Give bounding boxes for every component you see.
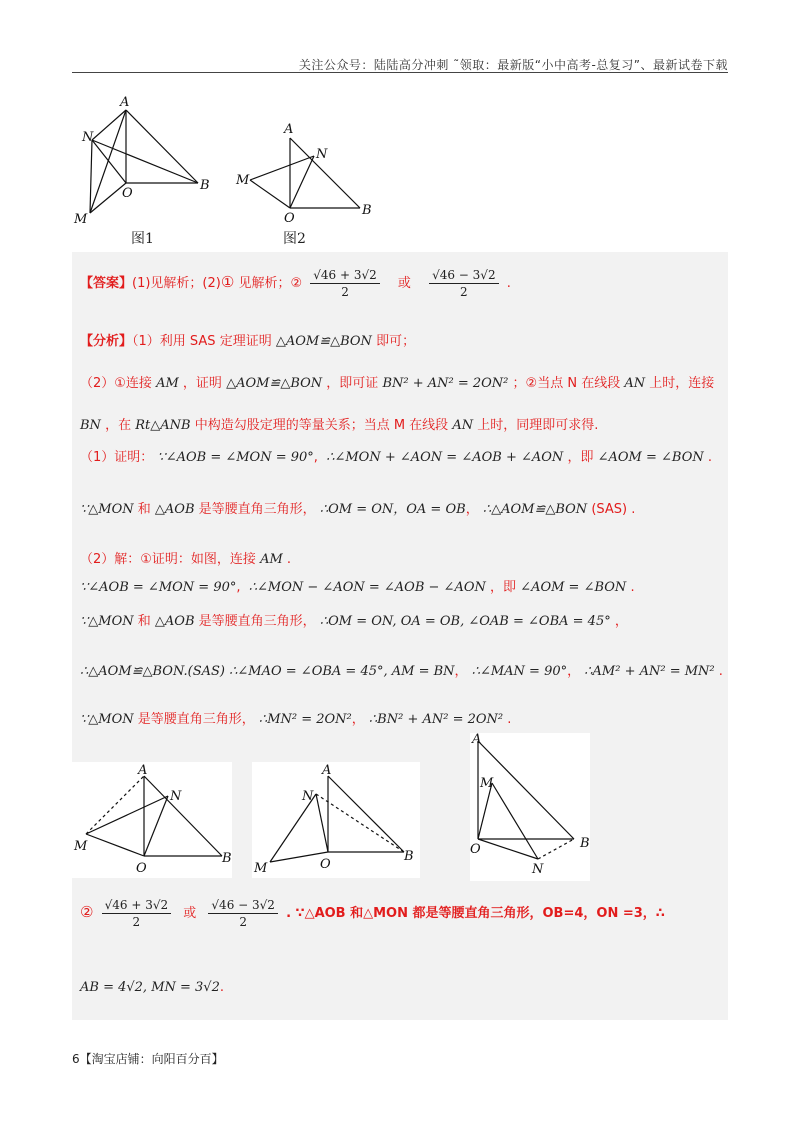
- figure-2-caption: 图2: [283, 231, 306, 247]
- math-expr: △AOM≌△BON: [226, 376, 323, 391]
- proof-text: 是等腰直角三角形，: [198, 502, 316, 517]
- page-footer: 6【淘宝店铺：向阳百分百】: [72, 1052, 224, 1066]
- header-divider: [72, 72, 728, 73]
- math-expr: AM: [260, 552, 283, 567]
- math-expr: △AOM≌△BON: [275, 334, 372, 349]
- circle-two: ②: [80, 903, 94, 921]
- proof2-line-3: [80, 610, 628, 629]
- proof2-line-4: ∴△AOM≌△BON.(SAS) ∴∠MAO = ∠OBA = 45°, AM = BN， ∴∠MAN = 90°， ∴AM² + AN² = MN² .: [80, 664, 723, 679]
- point-label-A: A: [120, 95, 130, 110]
- math-expr: AN: [452, 418, 474, 433]
- part2-fraction-1: $\frac{√46 + 3√2}{2}$: [102, 898, 172, 929]
- analysis-text: 即可；: [376, 334, 416, 349]
- answer-part1: (1)见解析；(2): [132, 276, 221, 291]
- analysis-text: （1）利用 SAS 定理证明: [132, 334, 272, 349]
- point-label-M: M: [254, 861, 268, 876]
- math-expr: ∴△AOM≌△BON: [482, 502, 588, 517]
- page-header: 关注公众号：陆陆高分冲刺 ˜领取：最新版“小中高考-总复习”、最新试卷下载: [298, 58, 728, 72]
- point-label-N: N: [302, 789, 314, 804]
- math-expr: AN: [624, 376, 646, 391]
- figure-3: [72, 762, 232, 878]
- analysis-text: ，在: [105, 418, 132, 433]
- math-expr: △AOB: [154, 502, 195, 517]
- math-expr: AM: [156, 376, 179, 391]
- answer-fraction-1: $\frac{√46 + 3√2}{2}$: [310, 268, 380, 299]
- math-expr: ∴AM² + AN² = MN²: [584, 664, 715, 679]
- figure-2: [232, 118, 382, 230]
- figure-4: [252, 762, 420, 878]
- analysis-text: ；②当点 N 在线段: [512, 376, 621, 391]
- point-label-N: N: [170, 789, 182, 804]
- proof-text: .: [707, 450, 713, 465]
- analysis-text: ，即可证: [326, 376, 379, 391]
- math-expr: Rt△ANB: [135, 418, 191, 433]
- proof-text: .: [507, 712, 512, 727]
- proof-text: ，即: [567, 450, 594, 465]
- proof-text: .: [718, 664, 723, 679]
- figure-1-caption: 图1: [131, 231, 154, 247]
- math-expr: ∴OM = ON，OA = OB: [319, 502, 466, 517]
- point-label-O: O: [136, 861, 147, 876]
- part2-fraction-2: $\frac{√46 - 3√2}{2}$: [208, 898, 278, 929]
- math-expr: ∠AOM = ∠BON: [520, 580, 627, 595]
- analysis-line-2: [80, 372, 714, 391]
- point-label-B: B: [580, 836, 590, 851]
- proof-text: ，: [614, 614, 628, 629]
- proof-text: （2）解：①证明：如图，连接: [80, 552, 256, 567]
- proof2-line-2: ∵∠AOB = ∠MON = 90°, ∴∠MON − ∠AON = ∠AOB − ∠AON ，即 ∠AOM = ∠BON .: [80, 580, 635, 595]
- figure-5: [470, 733, 590, 881]
- math-expr: ∵∠AOB = ∠MON = 90°: [80, 580, 237, 595]
- proof2-line-1: [80, 548, 291, 567]
- point-label-A: A: [472, 733, 482, 747]
- point-label-M: M: [480, 776, 494, 791]
- point-label-O: O: [470, 842, 481, 857]
- math-expr: BN² + AN² = 2ON²: [382, 376, 509, 391]
- point-label-M: M: [236, 173, 250, 188]
- point-label-O: O: [122, 186, 133, 201]
- part2-last-line: [80, 980, 224, 995]
- math-expr: ∴BN² + AN² = 2ON²: [368, 712, 504, 727]
- analysis-text: 上时，同理即可求得.: [477, 418, 599, 433]
- proof1-line-1: （1）证明： ∵∠AOB = ∠MON = 90°, ∴∠MON + ∠AON = ∠AOB + ∠AON ，即 ∠AOM = ∠BON .: [80, 450, 713, 465]
- answer-end: .: [506, 276, 511, 291]
- proof1-line-2: ∵△MON 和 △AOB 是等腰直角三角形， ∴OM = ON，OA = OB， ∴△AOM≌△BON (SAS) .: [80, 502, 636, 517]
- math-expr: △AOB: [154, 614, 195, 629]
- math-expr: AB = 4√2, MN = 3√2: [80, 980, 220, 995]
- math-expr: ∵△MON: [80, 614, 134, 629]
- math-expr: ∴∠MON + ∠AON = ∠AOB + ∠AON: [326, 450, 564, 465]
- proof-text: .: [219, 980, 224, 995]
- analysis-text: 中构造勾股定理的等量关系；当点 M 在线段: [194, 418, 449, 433]
- math-expr: BN: [80, 418, 101, 433]
- proof-text: ，即: [490, 580, 517, 595]
- proof-text: .: [631, 502, 636, 517]
- answer-line: [80, 268, 511, 299]
- proof-text: .: [286, 552, 292, 567]
- analysis-text: （2）①连接: [80, 376, 152, 391]
- analysis-line-1: [80, 330, 415, 349]
- math-expr: ∴OM = ON, OA = OB, ∠OAB = ∠OBA = 45°: [319, 614, 611, 629]
- point-label-B: B: [222, 851, 232, 866]
- math-expr: ∵△MON: [80, 502, 134, 517]
- answer-part2: 见解析；②: [238, 276, 303, 291]
- point-label-N: N: [316, 147, 328, 162]
- point-label-O: O: [284, 211, 295, 226]
- answer-or: 或: [397, 276, 411, 291]
- proof-text: 和: [137, 614, 151, 629]
- math-expr: ∵∠AOB = ∠MON = 90°: [157, 450, 314, 465]
- analysis-text: 上时，连接: [649, 376, 715, 391]
- math-expr: ∠AOM = ∠BON: [597, 450, 704, 465]
- proof2-line-5: ∵△MON 是等腰直角三角形， ∴MN² = 2ON²， ∴BN² + AN² = 2ON² .: [80, 712, 512, 727]
- analysis-line-3: [80, 414, 598, 433]
- part2-answer-line: [80, 898, 665, 929]
- math-expr: ∴MN² = 2ON²: [258, 712, 352, 727]
- point-label-N: N: [532, 862, 544, 877]
- part2-or: 或: [183, 906, 197, 921]
- point-label-O: O: [320, 857, 331, 872]
- proof-text: 是等腰直角三角形，: [198, 614, 316, 629]
- math-expr: ∵△MON: [80, 712, 134, 727]
- point-label-M: M: [74, 839, 88, 854]
- proof-text: 是等腰直角三角形，: [137, 712, 255, 727]
- analysis-text: ，证明: [182, 376, 222, 391]
- point-label-B: B: [362, 203, 372, 218]
- point-label-A: A: [284, 122, 294, 137]
- proof-text: 和: [137, 502, 151, 517]
- part2-text: . ∵△AOB 和△MON 都是等腰直角三角形，OB=4，ON =3，∴: [286, 906, 665, 921]
- point-label-M: M: [74, 212, 88, 227]
- figure-1: [72, 95, 222, 230]
- point-label-A: A: [322, 763, 332, 778]
- point-label-N: N: [82, 130, 94, 145]
- math-expr: ∴△AOM≌△BON.(SAS) ∴∠MAO = ∠OBA = 45°, AM = BN: [80, 664, 455, 679]
- circle-one: ①: [220, 273, 235, 291]
- math-expr: ∴∠MAN = 90°: [471, 664, 568, 679]
- proof-text: .: [630, 580, 635, 595]
- math-expr: ∴∠MON − ∠AON = ∠AOB − ∠AON: [248, 580, 486, 595]
- answer-tag: 【答案】: [80, 276, 133, 291]
- point-label-B: B: [404, 849, 414, 864]
- analysis-tag: 【分析】: [80, 334, 133, 349]
- proof-text: (SAS): [591, 502, 628, 517]
- proof-text: （1）证明：: [80, 450, 154, 465]
- point-label-B: B: [200, 178, 210, 193]
- point-label-A: A: [138, 763, 148, 778]
- answer-fraction-2: $\frac{√46 - 3√2}{2}$: [429, 268, 499, 299]
